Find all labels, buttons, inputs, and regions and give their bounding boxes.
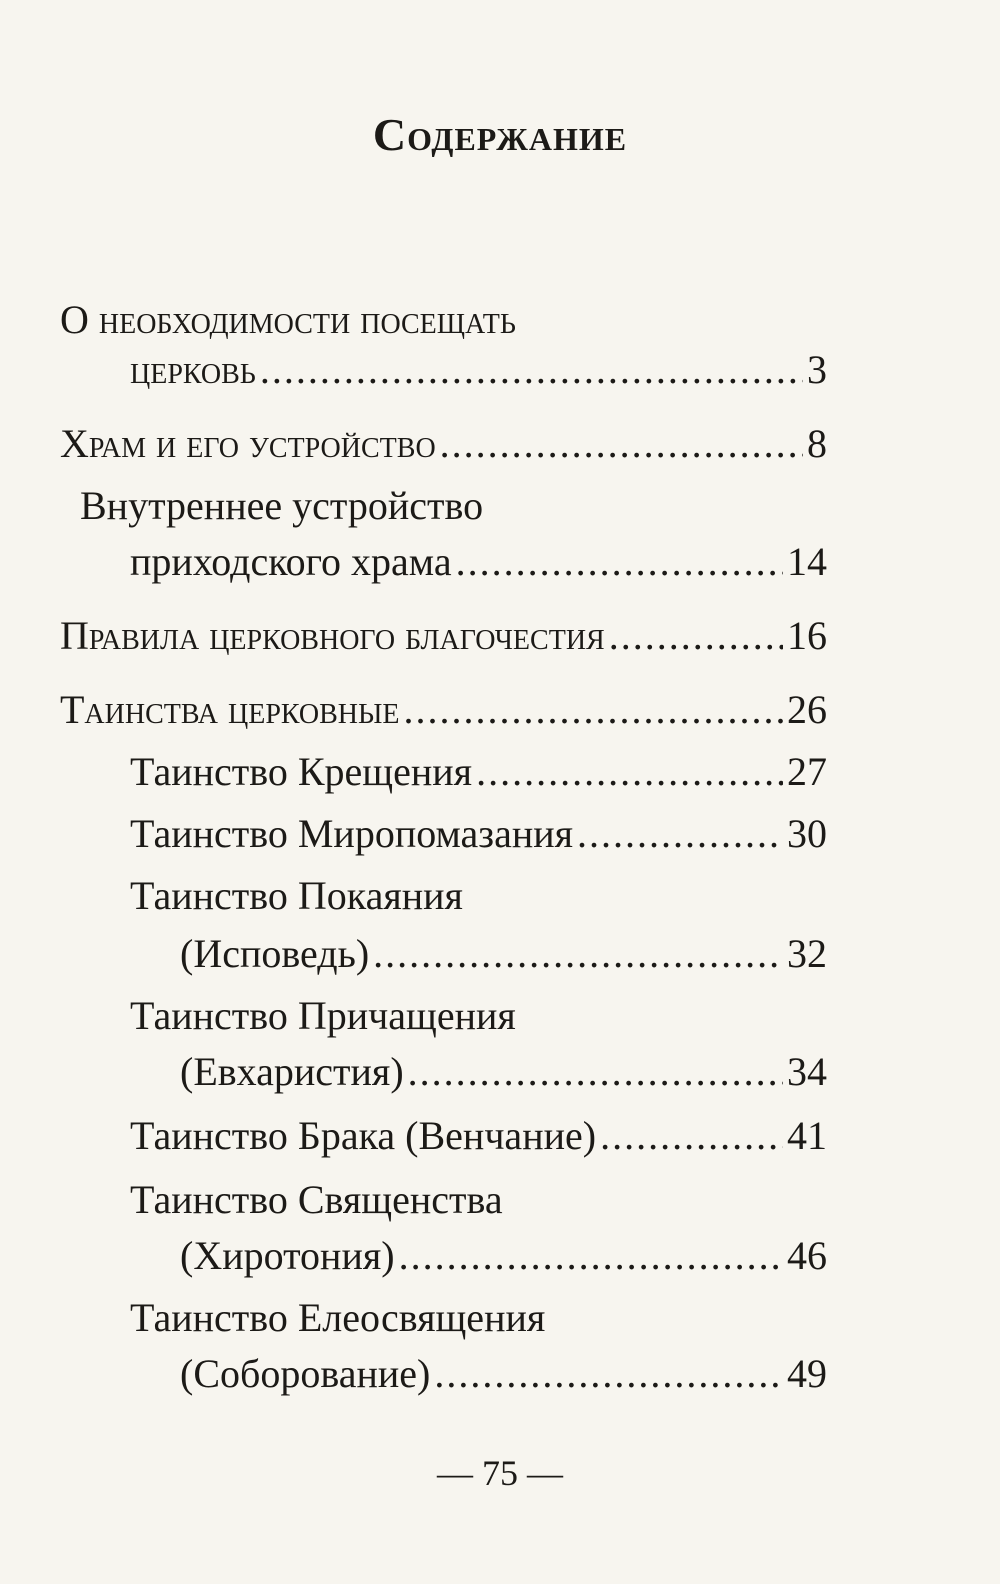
toc-entry-title-line1: О необходимости посещать [60, 297, 516, 342]
toc-entry[interactable] [130, 538, 827, 588]
leader-dots [476, 748, 783, 795]
toc-page-number: 16 [787, 613, 827, 658]
toc-entry[interactable] [60, 420, 827, 470]
toc-entry[interactable] [130, 1112, 827, 1162]
leader-dots [399, 1232, 783, 1279]
toc-entry[interactable] [180, 1048, 827, 1098]
toc-entry-title-line2: (Хиротония) [180, 1233, 395, 1278]
toc-entry-title-line2: (Евхаристия) [180, 1049, 404, 1094]
toc-page-number: 26 [787, 687, 827, 732]
toc-entry[interactable] [180, 930, 827, 980]
toc-entry-title-line2: (Соборование) [180, 1351, 431, 1396]
toc-entry-title-line1: Таинство Священства [130, 1177, 503, 1222]
leader-dots [408, 1048, 783, 1095]
page-number: — 75 — [437, 1453, 563, 1493]
toc-page-number: 34 [787, 1049, 827, 1094]
toc-entry-title-line1: Таинство Елеосвящения [130, 1295, 546, 1340]
toc-page-number: 14 [787, 539, 827, 584]
leader-dots [373, 930, 783, 977]
leader-dots [440, 420, 803, 467]
toc-entry-title-line1: Таинство Причащения [130, 993, 516, 1038]
toc-page-number: 30 [787, 811, 827, 856]
leader-dots [609, 612, 783, 659]
toc-entry-title: Таинство Брака (Венчание) [130, 1113, 597, 1158]
toc-entry-title: Правила церковного благочестия [60, 613, 605, 658]
leader-dots [260, 346, 803, 393]
toc-page-number: 49 [787, 1351, 827, 1396]
leader-dots [434, 1350, 783, 1397]
toc-page-number: 8 [807, 421, 827, 466]
toc-entry-title: Храм и его устройство [60, 421, 436, 466]
toc-entry[interactable] [60, 612, 827, 662]
toc-entry[interactable] [60, 686, 827, 736]
toc-entry-title: Таинства церковные [60, 687, 400, 732]
toc-entry-title-line2: (Исповедь) [180, 931, 370, 976]
toc-page-number: 32 [787, 931, 827, 976]
toc-entry-title-line1: Таинство Покаяния [130, 873, 463, 918]
leader-dots [577, 810, 783, 857]
toc-entry[interactable] [180, 1350, 827, 1400]
leader-dots [404, 686, 783, 733]
toc-entry[interactable] [180, 1232, 827, 1282]
toc-entry[interactable] [130, 810, 827, 860]
page-title: Содержание [372, 109, 628, 160]
toc-page-number: 41 [787, 1113, 827, 1158]
toc-entry[interactable] [130, 748, 827, 798]
toc-page-number: 46 [787, 1233, 827, 1278]
toc-entry-title-line1: Внутреннее устройство [80, 483, 484, 528]
leader-dots [456, 538, 783, 585]
toc-entry[interactable] [130, 346, 827, 396]
toc-entry-title: Таинство Крещения [130, 749, 473, 794]
toc-entry-title-line2: приходского храма [130, 539, 452, 584]
toc-page-number: 3 [807, 347, 827, 392]
toc-entry-title: Таинство Миропомазания [130, 811, 574, 856]
toc-page-number: 27 [787, 749, 827, 794]
leader-dots [600, 1112, 783, 1159]
toc-entry-title-line2: церковь [130, 347, 256, 392]
